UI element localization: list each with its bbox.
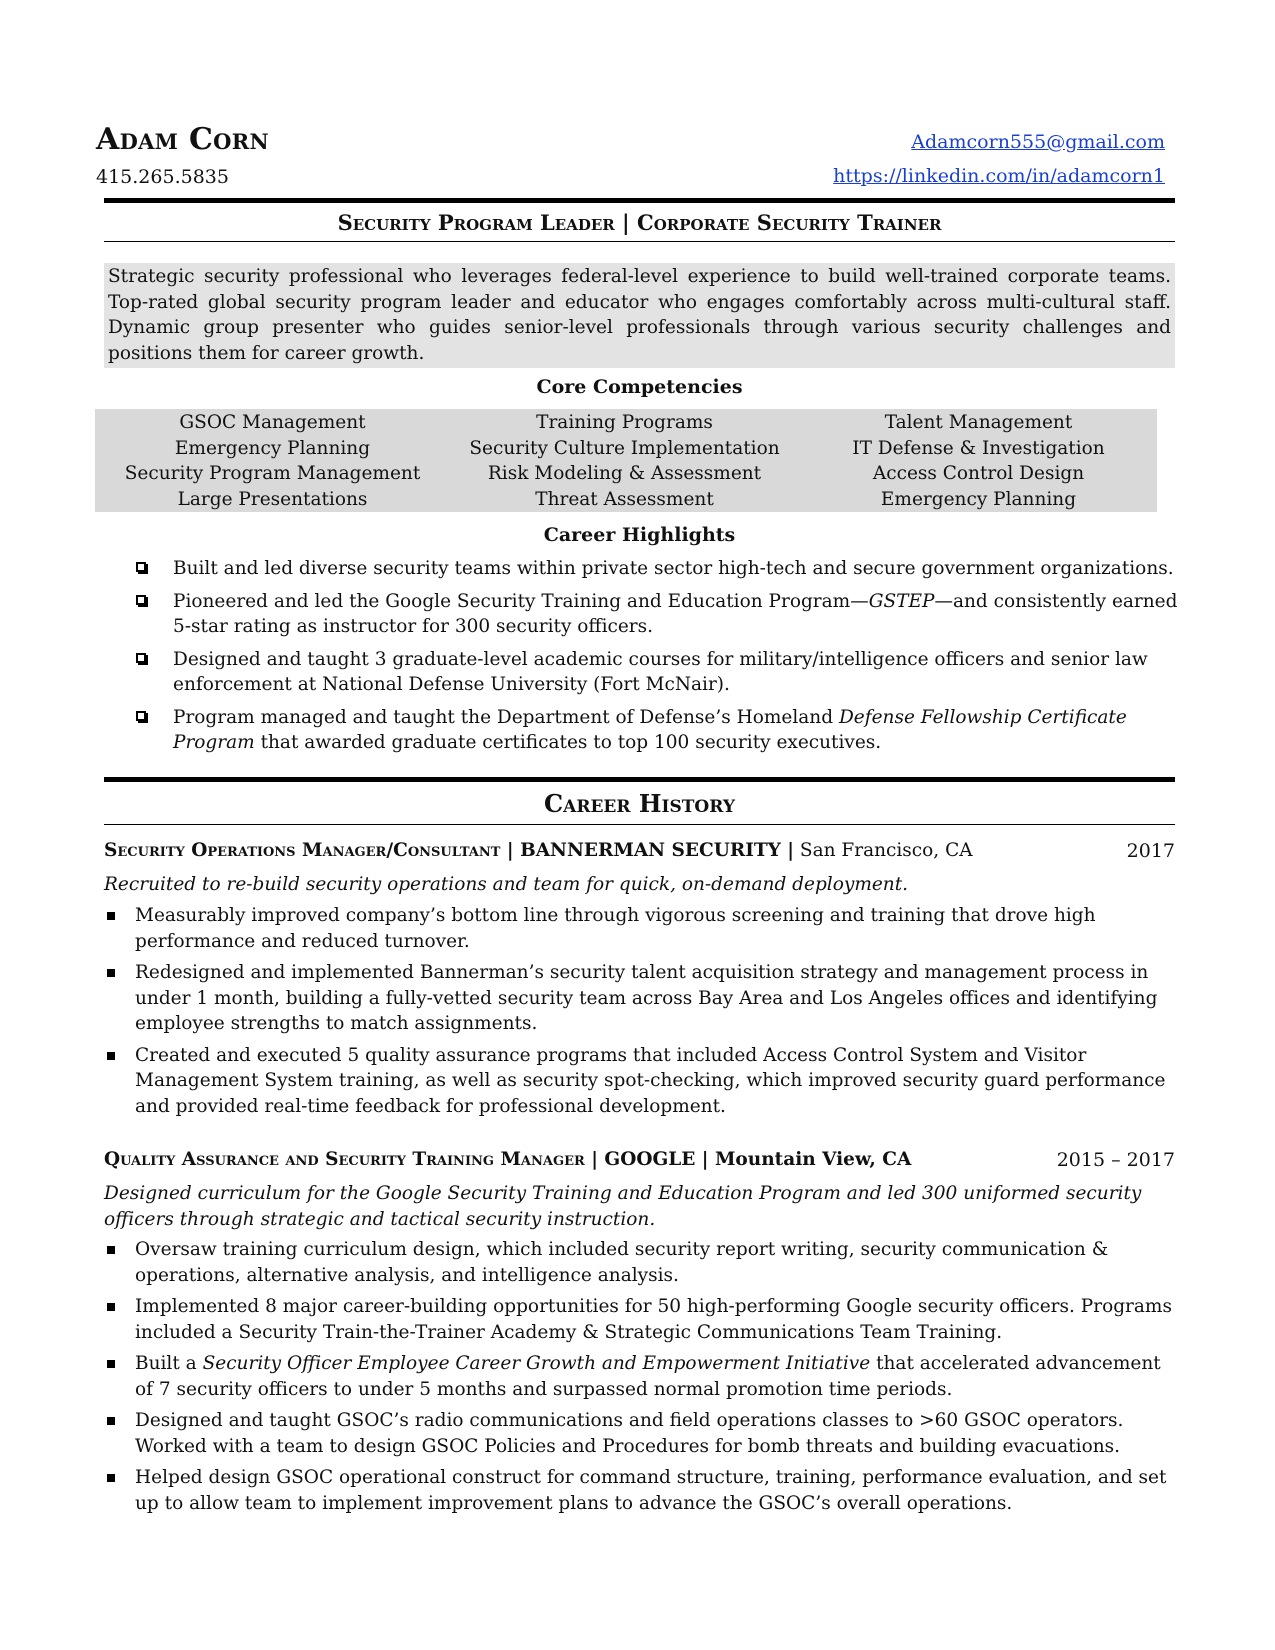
highlights-heading: Career Highlights [543,524,736,546]
candidate-name: Adam Corn [96,122,269,157]
job-header-google [104,1149,1175,1170]
professional-summary: Strategic security professional who leverages federal-level experience to build well-trained corporate teams. Top-rated global security program leader and educator who engages comfortably across multi-cultural staff. Dynamic group presenter who guides senior-level professionals through various security challenges and positions them for career growth. [104,263,1175,368]
linkedin-link[interactable]: https://linkedin.com/in/adamcorn1 [833,165,1165,187]
competencies-heading: Core Competencies [536,376,743,398]
highlight-item: Program managed and taught the Department of Defense’s Homeland Defense Fellowship Certificate Program that awarded graduate certificates to top 100 security executives. [132,705,1182,756]
email-link[interactable]: Adamcorn555@gmail.com [911,131,1165,153]
highlight-item: Designed and taught 3 graduate-level academic courses for military/intelligence officers and senior law enforcement at National Defense University (Fort McNair). [132,647,1182,698]
square-bullet-icon [107,1417,115,1425]
list-item: Designed and taught GSOC’s radio communications and field operations classes to >60 GSOC operators. Worked with a team to design GSOC Policies and Procedures for bomb threats and building evacuations. [104,1408,1179,1459]
checkbox-bullet-icon [136,595,146,605]
competency-item: Security Culture Implementation [469,437,780,459]
highlight-item: Pioneered and led the Google Security Training and Education Program—GSTEP—and consistently earned 5-star rating as instructor for 300 security officers. [132,589,1182,640]
competency-item: Emergency Planning [174,437,371,459]
checkbox-bullet-icon [136,711,146,721]
company-name: | GOOGLE | Mountain View, CA [584,1149,912,1170]
competencies-grid [95,409,1157,512]
company-name: | BANNERMAN SECURITY | [500,840,795,861]
competency-item: GSOC Management [179,412,366,433]
square-bullet-icon [107,1303,115,1311]
list-item: Created and executed 5 quality assurance programs that included Access Control System and Visitor Management System training, as well as security spot-checking, which improved security guard performance and provided real-time feedback for professional development. [104,1043,1179,1120]
highlight-item: Built and led diverse security teams within private sector high-tech and secure government organizations. [132,556,1182,582]
square-bullet-icon [107,912,115,920]
square-bullet-icon [107,1360,115,1368]
competency-item: Risk Modeling & Assessment [487,463,762,484]
list-item: Oversaw training curriculum design, which included security report writing, security communication & operations, alternative analysis, and intelligence analysis. [104,1237,1179,1288]
career-divider-thick [104,777,1175,782]
phone-number: 415.265.5835 [96,166,229,188]
checkbox-bullet-icon [136,562,146,572]
job-dates: 2017 [1126,840,1175,862]
job-location: San Francisco, CA [794,840,973,861]
job-dates: 2015 – 2017 [1056,1149,1175,1171]
list-item: Measurably improved company’s bottom line through vigorous screening and training that drove high performance and reduced turnover. [104,903,1179,954]
competency-item: Talent Management [884,412,1073,433]
competency-column-3 [801,410,1156,512]
list-item: Helped design GSOC operational construct for command structure, training, performance evaluation, and set up to allow team to implement improvement plans to advance the GSOC’s overall operations. [104,1465,1179,1516]
header-divider-thick [104,198,1175,203]
competency-item: Emergency Planning [880,488,1077,510]
competency-column-1 [95,410,450,512]
square-bullet-icon [107,1474,115,1482]
job-bullets-bannerman [104,903,1179,1125]
job-title: Quality Assurance and Security Training Manager [104,1149,585,1170]
job-title: Security Operations Manager/Consultant [104,840,501,861]
competency-item: Access Control Design [872,463,1085,484]
list-item: Built a Security Officer Employee Career Growth and Empowerment Initiative that accelerated advancement of 7 security officers to under 5 months and surpassed normal promotion time periods. [104,1351,1179,1402]
career-history-heading: Career History [544,789,735,818]
list-item: Implemented 8 major career-building opportunities for 50 high-performing Google security officers. Programs included a Security Train-the-Trainer Academy & Strategic Communications Team Training. [104,1294,1179,1345]
square-bullet-icon [107,1052,115,1060]
job-description: Recruited to re-build security operations and team for quick, on-demand deployment. [104,874,909,895]
checkbox-bullet-icon [136,653,146,663]
competency-item: IT Defense & Investigation [852,437,1105,459]
list-item: Redesigned and implemented Bannerman’s security talent acquisition strategy and management process in under 1 month, building a fully-vetted security team across Bay Area and Los Angeles offices and identifying employee strengths to match assignments. [104,960,1179,1037]
career-divider-thin [104,824,1175,825]
job-bullets-google [104,1237,1179,1522]
competency-item: Large Presentations [177,488,368,510]
competency-column-2 [447,410,802,512]
highlights-list [132,556,1182,763]
headline-divider [104,241,1175,242]
job-description: Designed curriculum for the Google Security Training and Education Program and led 300 uniformed security officers through strategic and tactical security instruction. [104,1183,1142,1230]
competency-item: Training Programs [536,412,713,433]
job-header-bannerman [104,840,1175,861]
headline: Security Program Leader | Corporate Security Trainer [337,210,942,235]
square-bullet-icon [107,969,115,977]
competency-item: Threat Assessment [535,488,714,510]
square-bullet-icon [107,1246,115,1254]
competency-item: Security Program Management [124,463,421,484]
